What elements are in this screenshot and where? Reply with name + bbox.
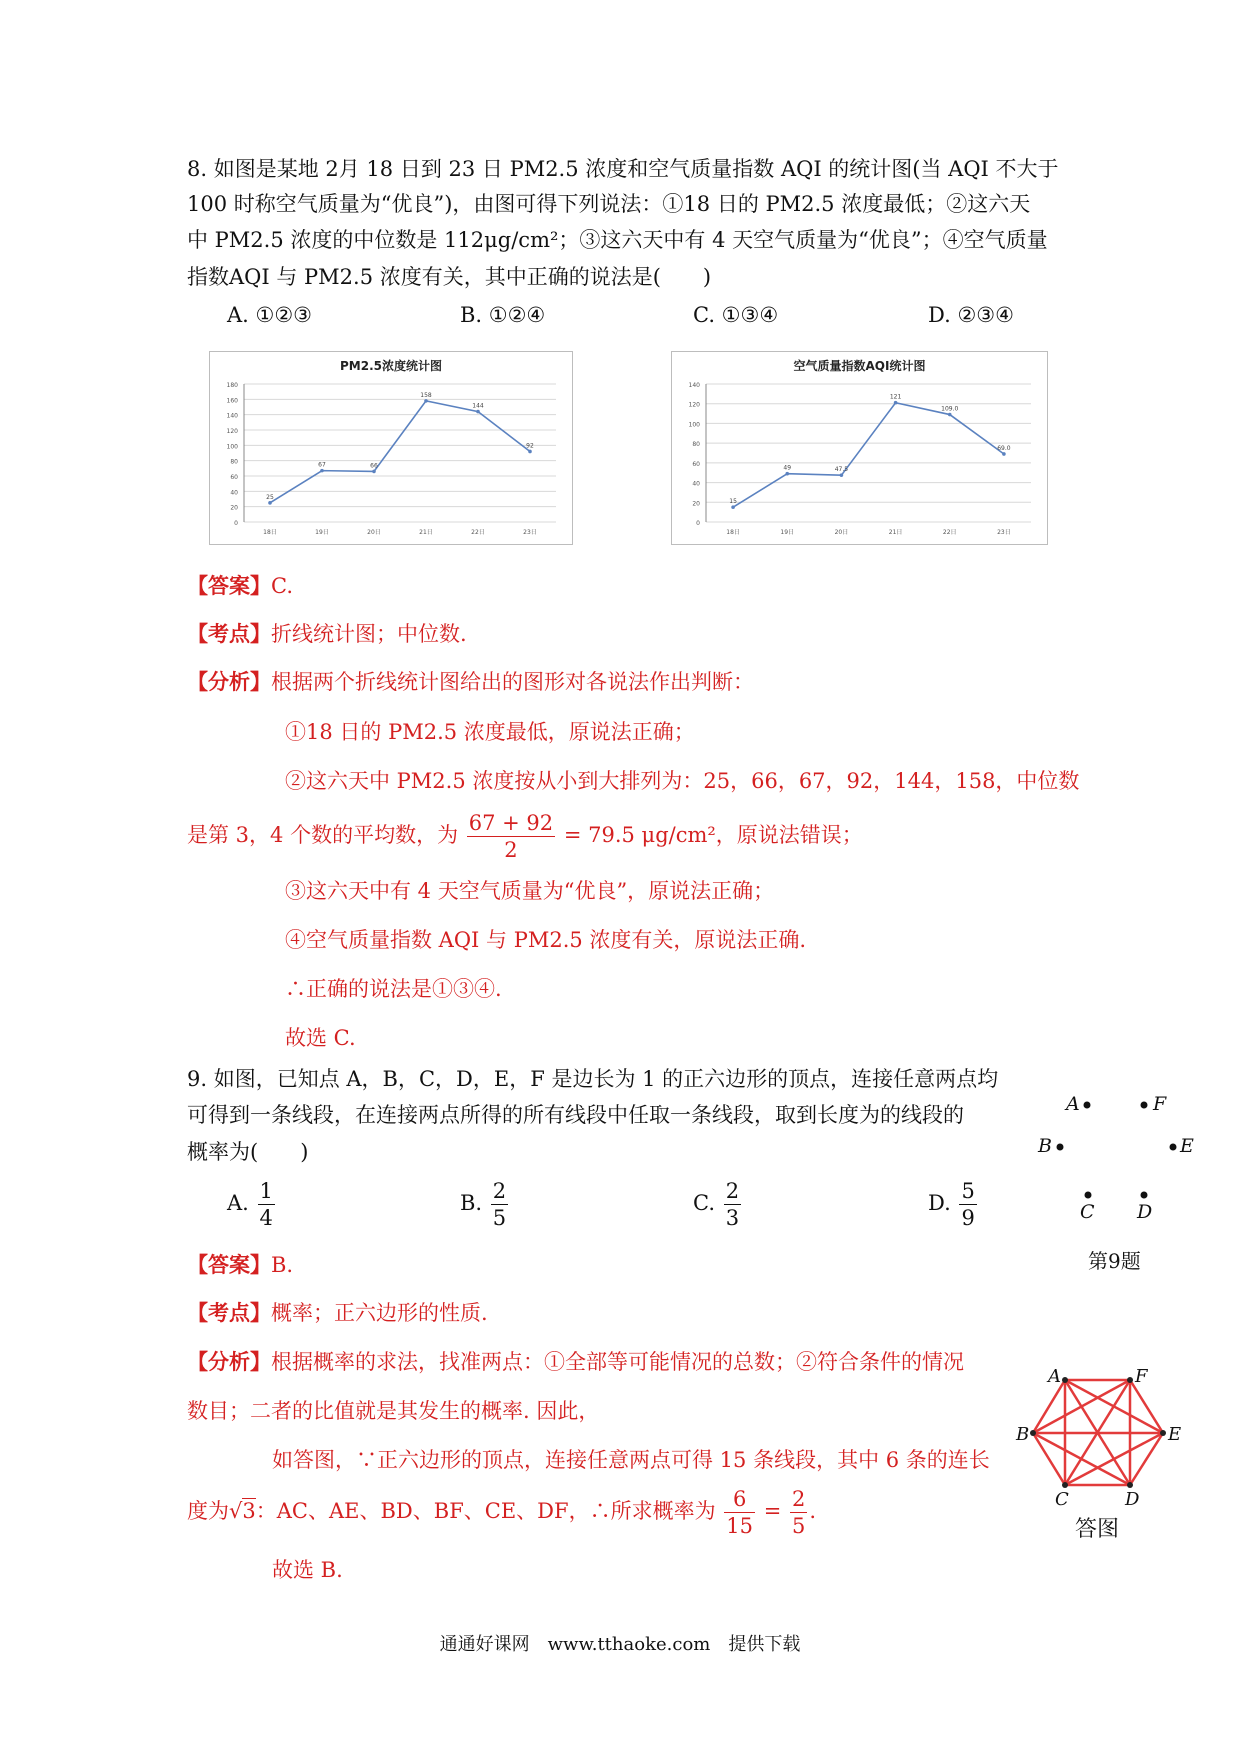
y-tick-label: 60 xyxy=(230,474,238,481)
q8-option-a: A. ①②③ xyxy=(227,303,312,327)
x-tick-label: 20日 xyxy=(834,529,849,536)
vertex-f xyxy=(1127,1377,1133,1383)
answer-tag: 【答案】 xyxy=(187,1252,271,1277)
data-point xyxy=(948,413,952,417)
equals-sign: = xyxy=(763,1499,782,1523)
chart-title: 空气质量指数AQI统计图 xyxy=(793,359,926,373)
q9-step-1: 如答图，∵正六边形的顶点，连接任意两点可得 15 条线段，其中 6 条的连长 xyxy=(272,1448,990,1472)
point-label-d: D xyxy=(1137,1201,1153,1223)
fraction-numerator: 2 xyxy=(725,1179,740,1203)
pm25-chart-svg xyxy=(210,352,572,544)
answer-label-a: A xyxy=(1048,1366,1061,1387)
q8-answer xyxy=(187,572,293,600)
answer-text: C. xyxy=(271,574,293,598)
vertex-e xyxy=(1160,1430,1166,1436)
q8-step-2b-post: = 79.5 μg/cm²，原说法错误； xyxy=(563,823,863,847)
fraction-numerator: 5 xyxy=(961,1179,975,1203)
data-point xyxy=(372,470,376,474)
q8-point xyxy=(187,620,467,648)
data-label: 25 xyxy=(266,493,274,501)
q9-line-1: 9. 如图，已知点 A，B，C，D，E，F 是边长为 1 的正六边形的顶点，连接任意两点均 xyxy=(187,1067,999,1091)
q9-option-c xyxy=(693,1178,743,1231)
y-tick-label: 160 xyxy=(226,397,238,405)
q9-simplified-fraction xyxy=(790,1486,807,1539)
point-f-dot xyxy=(1141,1102,1148,1109)
fraction-numerator: 1 xyxy=(259,1179,273,1203)
y-tick-label: 140 xyxy=(688,382,700,389)
sqrt-symbol: √ xyxy=(229,1499,243,1523)
data-point xyxy=(320,469,324,473)
q9-step-2 xyxy=(187,1486,816,1539)
data-point xyxy=(894,401,898,405)
data-label: 121 xyxy=(889,393,902,401)
q8-line-1: 8. 如图是某地 2月 18 日到 23 日 PM2.5 浓度和空气质量指数 AQI 的统计图(当 AQI 不大于 xyxy=(187,157,1059,181)
point-tag: 【考点】 xyxy=(187,1300,271,1325)
q9-answer-figure-caption: 答图 xyxy=(1075,1517,1120,1542)
y-tick-label: 0 xyxy=(234,520,238,527)
hexagon-segments xyxy=(1033,1380,1163,1485)
q9-hexagon-points-figure xyxy=(1030,1085,1200,1235)
q8-step-1: ①18 日的 PM2.5 浓度最低，原说法正确； xyxy=(285,720,695,744)
option-fraction xyxy=(491,1178,508,1231)
x-tick-label: 21日 xyxy=(888,529,903,536)
point-b-dot xyxy=(1057,1144,1064,1151)
data-point xyxy=(528,450,532,454)
point-label-f: F xyxy=(1153,1093,1167,1115)
analysis-text: 根据概率的求法，找准两点：①全部等可能情况的总数；②符合条件的情况 xyxy=(271,1350,964,1374)
point-d-dot xyxy=(1141,1192,1148,1199)
fraction-denominator: 15 xyxy=(726,1514,753,1538)
fraction-denominator: 4 xyxy=(259,1206,273,1230)
q8-step-3: ③这六天中有 4 天空气质量为“优良”，原说法正确； xyxy=(285,879,775,903)
data-point xyxy=(840,473,844,477)
y-tick-label: 60 xyxy=(692,460,700,468)
x-tick-label: 22日 xyxy=(942,529,957,536)
q8-line-2: 100 时称空气质量为“优良”)，由图可得下列说法：①18 日的 PM2.5 浓度最低；②这六天 xyxy=(187,192,1031,216)
point-label-a: A xyxy=(1066,1093,1080,1115)
y-tick-label: 40 xyxy=(692,480,700,488)
y-tick-label: 120 xyxy=(688,401,700,409)
data-point xyxy=(268,501,272,505)
x-tick-label: 18日 xyxy=(726,529,740,536)
option-letter: A. xyxy=(227,1191,249,1215)
fraction-denominator: 5 xyxy=(492,1206,507,1230)
fraction-denominator: 9 xyxy=(961,1206,975,1230)
vertex-d xyxy=(1127,1482,1133,1488)
series-line xyxy=(270,401,530,503)
answer-label-c: C xyxy=(1055,1489,1069,1510)
y-tick-label: 20 xyxy=(692,500,700,508)
point-text: 概率；正六边形的性质. xyxy=(271,1301,488,1325)
vertex-c xyxy=(1062,1482,1068,1488)
period: . xyxy=(809,1499,817,1523)
vertex-a xyxy=(1062,1377,1068,1383)
q8-step-6: 故选 C. xyxy=(285,1026,356,1050)
x-tick-label: 19日 xyxy=(315,529,329,536)
y-tick-label: 140 xyxy=(226,412,238,420)
data-point xyxy=(785,472,789,476)
y-tick-label: 120 xyxy=(226,428,238,435)
q8-step-2b xyxy=(187,810,863,863)
data-label: 158 xyxy=(420,391,432,399)
data-label: 66 xyxy=(370,462,378,470)
data-point xyxy=(1002,452,1006,456)
q9-option-b xyxy=(460,1178,510,1231)
q9-line-3: 概率为( ) xyxy=(187,1140,309,1164)
q9-step-2-pre: 度为 xyxy=(187,1499,229,1523)
aqi-chart-svg xyxy=(672,352,1047,544)
x-tick-label: 20日 xyxy=(367,529,381,536)
answer-label-d: D xyxy=(1125,1489,1140,1510)
q9-step-3: 故选 B. xyxy=(272,1558,343,1582)
q9-option-a xyxy=(227,1178,277,1231)
option-letter: D. xyxy=(928,1191,951,1215)
q8-option-b: B. ①②④ xyxy=(460,303,546,327)
data-label: 69.0 xyxy=(997,444,1011,452)
q9-answer-figure xyxy=(1015,1360,1195,1510)
data-label: 109.0 xyxy=(941,405,959,413)
point-text: 折线统计图；中位数. xyxy=(271,622,467,646)
point-e-dot xyxy=(1170,1144,1177,1151)
q9-analysis-line-1 xyxy=(187,1348,964,1376)
y-tick-label: 80 xyxy=(230,458,238,466)
q8-step-5: ∴正确的说法是①③④. xyxy=(285,977,502,1001)
q8-step-4: ④空气质量指数 AQI 与 PM2.5 浓度有关，原说法正确. xyxy=(285,928,807,952)
fraction-numerator: 2 xyxy=(492,1179,507,1203)
option-fraction xyxy=(258,1178,275,1231)
chart-title: PM2.5浓度统计图 xyxy=(340,359,442,373)
aqi-chart xyxy=(671,351,1048,545)
point-c-dot xyxy=(1085,1192,1092,1199)
fraction-numerator: 6 xyxy=(724,1486,755,1513)
q9-probability-fraction xyxy=(724,1486,755,1539)
q8-option-c: C. ①③④ xyxy=(693,303,779,327)
q9-line-2: 可得到一条线段，在连接两点所得的所有线段中任取一条线段，取到长度为的线段的 xyxy=(187,1103,964,1127)
y-tick-label: 40 xyxy=(230,489,238,497)
analysis-text: 根据两个折线统计图给出的图形对各说法作出判断： xyxy=(271,670,754,694)
y-tick-label: 0 xyxy=(696,520,700,527)
q9-answer xyxy=(187,1251,293,1279)
x-tick-label: 23日 xyxy=(997,529,1011,536)
data-label: 47.5 xyxy=(834,466,849,474)
pm25-chart xyxy=(209,351,573,545)
option-letter: B. xyxy=(460,1191,483,1215)
fraction-numerator: 67 + 92 xyxy=(468,811,554,835)
data-label: 15 xyxy=(729,498,737,506)
x-tick-label: 23日 xyxy=(523,529,537,536)
y-tick-label: 80 xyxy=(692,441,700,449)
answer-tag: 【答案】 xyxy=(187,573,271,598)
point-label-c: C xyxy=(1080,1201,1095,1223)
point-label-b: B xyxy=(1038,1135,1052,1157)
point-tag: 【考点】 xyxy=(187,621,271,646)
series-line xyxy=(733,403,1004,507)
answer-label-b: B xyxy=(1016,1424,1030,1445)
point-a-dot xyxy=(1084,1102,1091,1109)
x-tick-label: 22日 xyxy=(471,529,485,536)
answer-label-f: F xyxy=(1135,1366,1148,1387)
q8-line-4: 指数AQI 与 PM2.5 浓度有关，其中正确的说法是( ) xyxy=(187,265,712,289)
answer-label-e: E xyxy=(1168,1424,1182,1445)
q9-point xyxy=(187,1299,488,1327)
vertex-b xyxy=(1030,1430,1036,1436)
data-label: 144 xyxy=(472,402,484,410)
q8-line-3: 中 PM2.5 浓度的中位数是 112μg/cm²；③这六天中有 4 天空气质量为“优良”；④空气质量 xyxy=(187,228,1048,252)
data-label: 67 xyxy=(318,461,326,469)
q9-step-2-mid: ：AC、AE、BD、BF、CE、DF，∴所求概率为 xyxy=(255,1499,716,1523)
data-point xyxy=(731,505,735,509)
data-label: 92 xyxy=(526,442,534,450)
q8-step-2b-pre: 是第 3，4 个数的平均数，为 xyxy=(187,823,459,847)
page-footer: 通通好课网 www.tthaoke.com 提供下载 xyxy=(439,1634,801,1655)
fraction-numerator: 2 xyxy=(791,1487,806,1511)
option-letter: C. xyxy=(693,1191,715,1215)
q8-step-2: ②这六天中 PM2.5 浓度按从小到大排列为：25，66，67，92，144，158，中位数 xyxy=(285,769,1080,793)
x-tick-label: 19日 xyxy=(780,529,795,536)
y-tick-label: 100 xyxy=(226,443,238,451)
x-tick-label: 21日 xyxy=(419,529,433,536)
q9-figure-caption: 第9题 xyxy=(1088,1249,1141,1273)
q8-median-fraction xyxy=(467,810,555,863)
data-point xyxy=(476,410,480,414)
point-label-e: E xyxy=(1180,1135,1194,1157)
y-tick-label: 20 xyxy=(230,504,238,512)
fraction-denominator: 3 xyxy=(725,1206,740,1230)
q9-analysis-line-2: 数目；二者的比值就是其发生的概率. 因此， xyxy=(187,1399,600,1423)
x-tick-label: 18日 xyxy=(263,529,277,536)
analysis-tag: 【分析】 xyxy=(187,669,271,694)
option-fraction xyxy=(959,1178,976,1231)
fraction-denominator: 2 xyxy=(504,838,518,862)
y-tick-label: 180 xyxy=(226,382,238,389)
data-label: 49 xyxy=(783,464,792,472)
data-point xyxy=(424,399,428,403)
fraction-denominator: 5 xyxy=(791,1514,806,1538)
option-fraction xyxy=(724,1178,741,1231)
q9-option-d xyxy=(928,1178,979,1231)
q8-analysis xyxy=(187,668,754,696)
y-tick-label: 100 xyxy=(688,421,700,429)
analysis-tag: 【分析】 xyxy=(187,1349,271,1374)
q8-option-d: D. ②③④ xyxy=(928,303,1014,327)
answer-text: B. xyxy=(271,1253,294,1277)
sqrt-radicand: 3 xyxy=(242,1499,256,1523)
